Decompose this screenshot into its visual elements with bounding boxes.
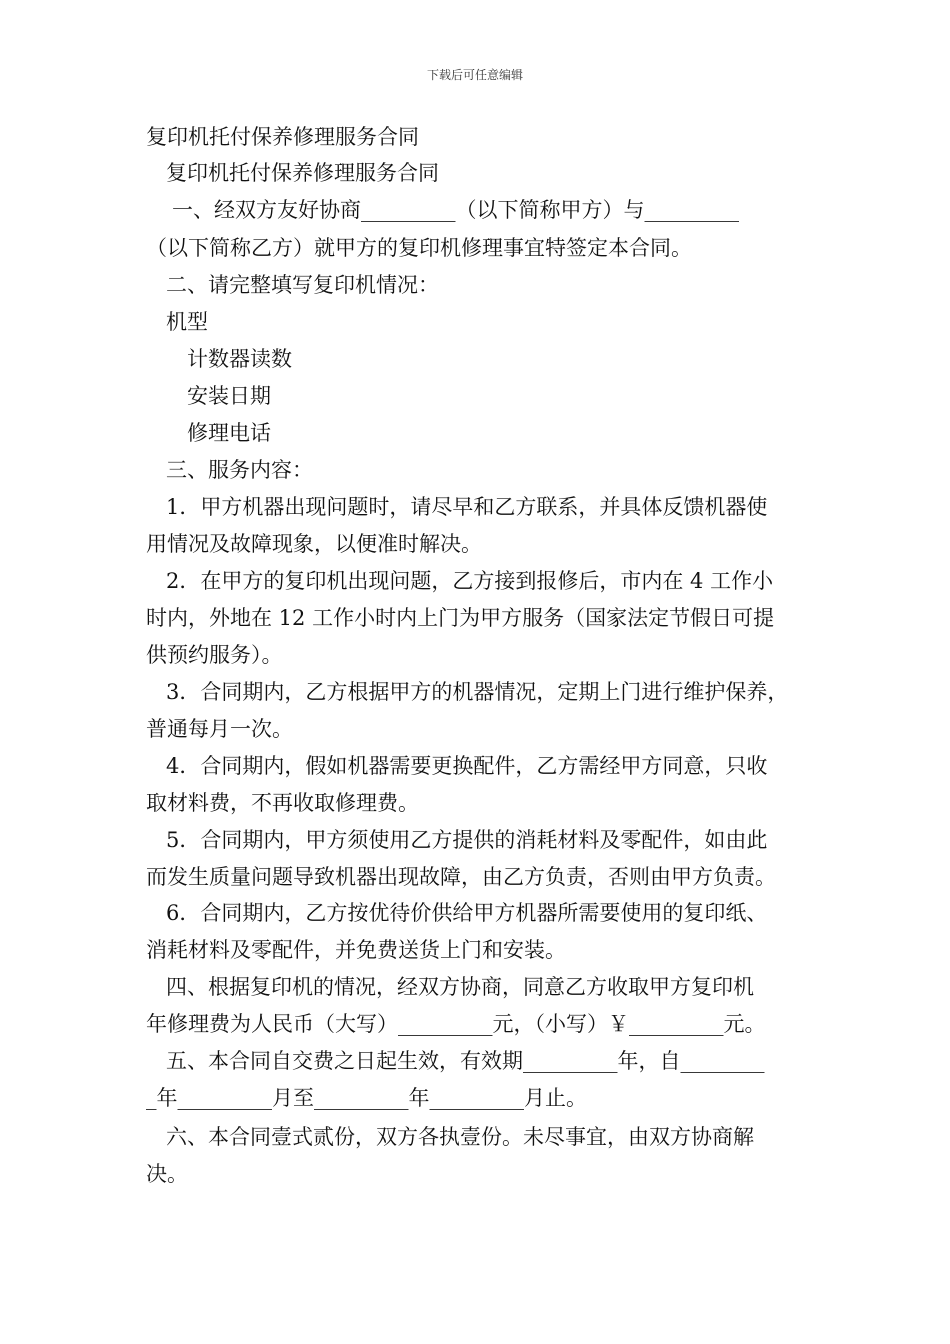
service-3-line1: 3．合同期内，乙方根据甲方的机器情况，定期上门进行维护保养， [166, 680, 789, 704]
service-2-line2: 时内，外地在 12 工作小时内上门为甲方服务（国家法定节假日可提 [146, 606, 775, 630]
service-6-line1: 6．合同期内，乙方按优待价供给甲方机器所需要使用的复印纸、 [166, 901, 768, 925]
service-4-line2: 取材料费，不再收取修理费。 [146, 791, 419, 815]
field-repair-phone: 修理电话 [187, 421, 271, 445]
clause-four-line1: 四、根据复印机的情况，经双方协商，同意乙方收取甲方复印机 [166, 975, 754, 999]
document-subtitle: 复印机托付保养修理服务合同 [166, 161, 439, 185]
service-2-line3: 供预约服务）。 [146, 643, 283, 667]
clause-five-line2: _年_________月至_________年_________月止。 [146, 1086, 587, 1110]
clause-six-line2: 决。 [146, 1162, 188, 1186]
service-2-line1: 2．在甲方的复印机出现问题，乙方接到报修后，市内在 4 工作小 [166, 569, 774, 593]
service-1-line1: 1．甲方机器出现问题时，请尽早和乙方联系，并具体反馈机器使 [166, 495, 768, 519]
service-6-line2: 消耗材料及零配件，并免费送货上门和安装。 [146, 938, 566, 962]
field-model: 机型 [166, 310, 208, 334]
clause-one-line2: （以下简称乙方）就甲方的复印机修理事宜特签定本合同。 [146, 236, 692, 260]
field-install-date: 安装日期 [187, 384, 271, 408]
page-header: 下载后可任意编辑 [426, 68, 523, 82]
field-counter: 计数器读数 [187, 347, 292, 371]
service-5-line2: 而发生质量问题导致机器出现故障，由乙方负责，否则由甲方负责。 [146, 865, 776, 889]
service-1-line2: 用情况及故障现象，以便准时解决。 [146, 532, 482, 556]
service-5-line1: 5．合同期内，甲方须使用乙方提供的消耗材料及零配件，如由此 [166, 828, 768, 852]
service-4-line1: 4．合同期内，假如机器需要更换配件，乙方需经甲方同意，只收 [166, 754, 768, 778]
clause-three: 三、服务内容： [166, 458, 313, 482]
clause-five-line1: 五、本合同自交费之日起生效，有效期_________年，自________ [166, 1049, 765, 1073]
clause-four-line2: 年修理费为人民币（大写）_________元，（小写）￥_________元。 [146, 1012, 766, 1036]
clause-six-line1: 六、本合同壹式贰份，双方各执壹份。未尽事宜，由双方协商解 [166, 1125, 754, 1149]
clause-one-line1: 一、经双方友好协商_________（以下简称甲方）与_________ [172, 198, 739, 222]
service-3-line2: 普通每月一次。 [146, 717, 293, 741]
clause-two: 二、请完整填写复印机情况： [166, 273, 439, 297]
document-title: 复印机托付保养修理服务合同 [146, 125, 419, 149]
